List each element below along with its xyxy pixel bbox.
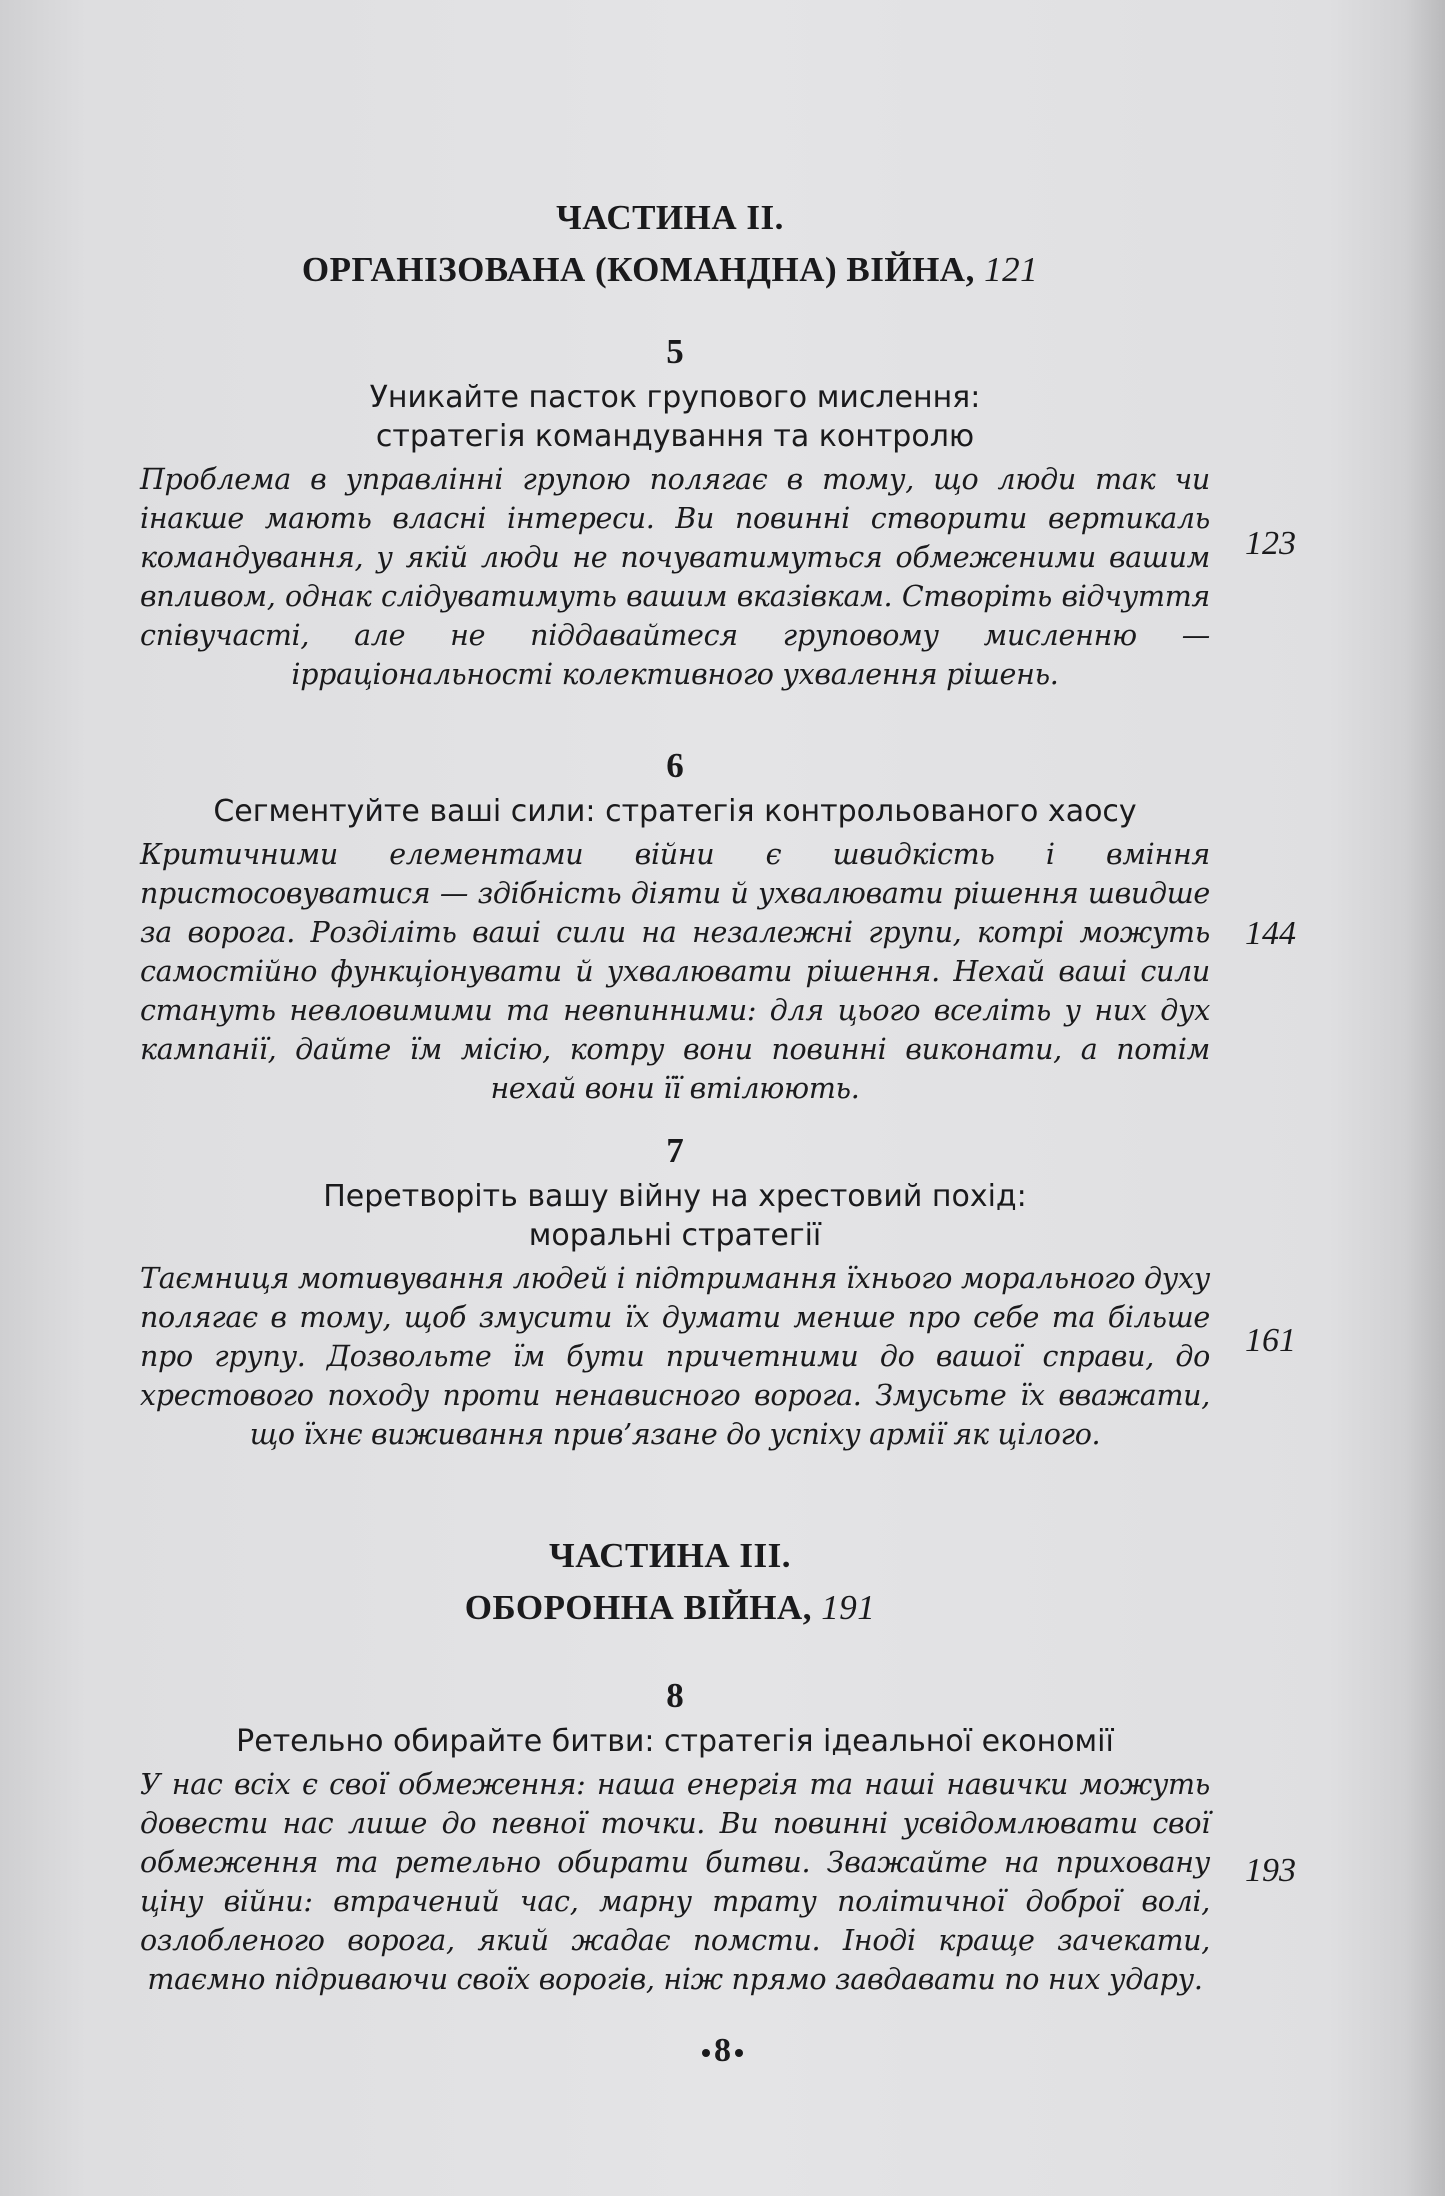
chapter-8-page: 193 <box>1245 1852 1296 1889</box>
part-3-heading <box>0 1530 1340 1634</box>
chapter-description: У нас всіх є свої обмеження: наша енергія та наші навички можуть довести нас лише до певної точки. Ви повинні усвідомлювати свої обмеження та ретельно обирати битви. Зважайте на приховану ціну війни: втрачений час, марну трату політичної доброї волі, озлобленого ворога, який жадає помсти. Іноді краще зачекати, таємно підриваючи своїх ворогів, ніж прямо завдавати по них удару. <box>140 1768 1210 1996</box>
chapter-number: 7 <box>666 1131 684 1170</box>
chapter-7-page: 161 <box>1245 1322 1296 1359</box>
chapter-title <box>140 1177 1210 1255</box>
part-3-title <box>0 1582 1340 1634</box>
chapter-description: Проблема в управлінні групою полягає в тому, що люди так чи інакше мають власні інтереси. Ви повинні створити вертикаль командування, у якій люди не почуватимуться обмеженими вашим впливом, однак слідуватимуть вашим вказівкам. Створіть відчуття співучасті, але не піддавайтеся груповому мисленню — ірраціональності колективного ухвалення рішень. <box>140 463 1210 691</box>
chapter-description: Критичними елементами війни є швидкість і вміння пристосовуватися — здібність діяти й ухвалювати рішення швидше за ворога. Розділіть ваші сили на незалежні групи, котрі можуть самостійно функціонувати й ухвалювати рішення. Нехай ваші сили стануть невловимими та невпинними: для цього вселіть у них дух кампанії, дайте їм місію, котру вони повинні виконати, а потім нехай вони її втілюють. <box>140 838 1210 1105</box>
chapter-6-page: 144 <box>1245 915 1296 952</box>
chapter-number: 5 <box>666 332 684 371</box>
part-2-label: ЧАСТИНА ІІ. <box>556 198 784 237</box>
chapter-5 <box>140 328 1210 694</box>
chapter-title-line-1: Сегментуйте ваші сили: стратегія контрольованого хаосу <box>213 794 1137 829</box>
chapter-number: 6 <box>666 746 684 785</box>
chapter-title-line-2: стратегія командування та контролю <box>375 419 975 454</box>
page-footer <box>0 2032 1445 2070</box>
chapter-8 <box>140 1672 1210 1999</box>
chapter-description: Таємниця мотивування людей і підтримання їхнього морального духу полягає в тому, щоб змусити їх думати менше про себе та більше про групу. Дозвольте їм бути причетними до вашої справи, до хрестового походу проти ненависного ворога. Змусьте їх вважати, що їхнє виживання прив’язане до успіху армії як цілого. <box>140 1262 1210 1451</box>
part-3-label: ЧАСТИНА ІІІ. <box>549 1536 791 1575</box>
part-2-title <box>0 244 1340 296</box>
chapter-title-line-1: Уникайте пасток групового мислення: <box>369 380 981 415</box>
chapter-title <box>140 792 1210 831</box>
part-3-title-text: ОБОРОННА ВІЙНА, <box>464 1588 812 1627</box>
page-number: 8 <box>714 2032 731 2069</box>
part-2-heading <box>0 192 1340 296</box>
page-edge-shadow <box>1405 0 1445 2196</box>
bullet-icon <box>735 2049 743 2057</box>
chapter-7 <box>140 1127 1210 1454</box>
part-2-page: 121 <box>984 250 1039 289</box>
chapter-title-line-1: Ретельно обирайте битви: стратегія ідеальної економії <box>236 1724 1114 1759</box>
part-2-title-text: ОРГАНІЗОВАНА (КОМАНДНА) ВІЙНА, <box>301 250 975 289</box>
bullet-icon <box>702 2049 710 2057</box>
chapter-number: 8 <box>666 1676 684 1715</box>
chapter-title-line-2: моральні стратегії <box>528 1218 822 1253</box>
chapter-6 <box>140 742 1210 1108</box>
chapter-title <box>140 378 1210 456</box>
chapter-title <box>140 1722 1210 1761</box>
chapter-title-line-1: Перетворіть вашу війну на хрестовий похід: <box>323 1179 1027 1214</box>
part-3-page: 191 <box>821 1588 876 1627</box>
chapter-5-page: 123 <box>1245 525 1296 562</box>
